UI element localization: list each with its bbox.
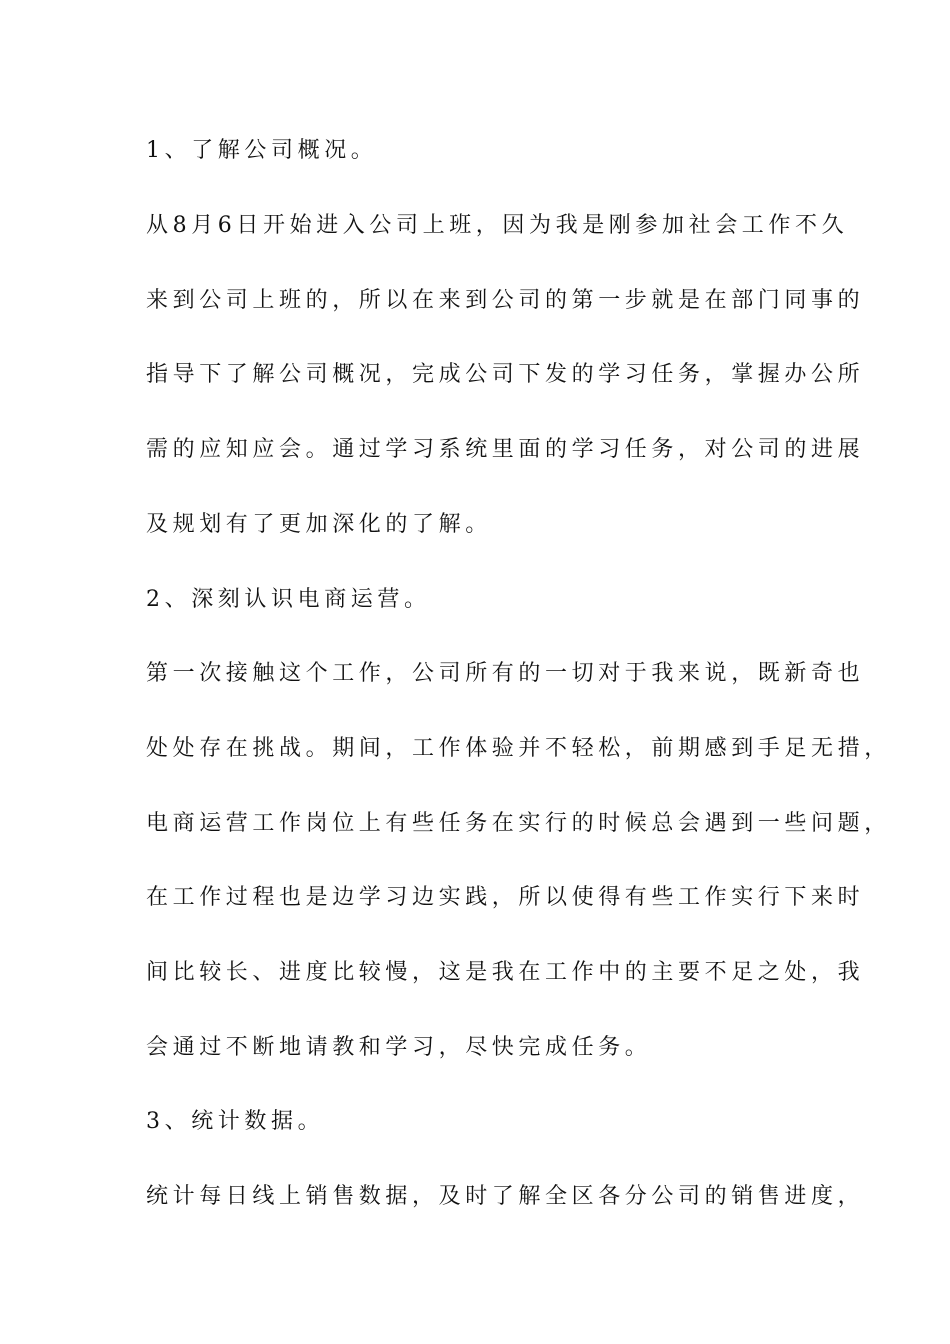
paragraph-line: 统计每日线上销售数据，及时了解全区各分公司的销售进度， — [146, 1184, 865, 1209]
paragraph-line: 电商运营工作岗位上有些任务在实行的时候总会遇到一些问题， — [146, 811, 891, 836]
paragraph-line: 需的应知应会。通过学习系统里面的学习任务，对公司的进展 — [146, 437, 865, 462]
paragraph-line: 指导下了解公司概况，完成公司下发的学习任务，掌握办公所 — [146, 362, 865, 387]
paragraph-line: 间比较长、进度比较慢，这是我在工作中的主要不足之处，我 — [146, 960, 865, 985]
paragraph-line: 在工作过程也是边学习边实践，所以使得有些工作实行下来时 — [146, 885, 865, 910]
paragraph-line: 从8月6日开始进入公司上班，因为我是刚参加社会工作不久 — [146, 213, 849, 238]
section-heading-1: 1、了解公司概况。 — [146, 138, 378, 163]
section-heading-3: 3、统计数据。 — [146, 1109, 325, 1134]
paragraph-line: 处处存在挑战。期间，工作体验并不轻松，前期感到手足无措， — [146, 736, 891, 761]
paragraph-line: 来到公司上班的，所以在来到公司的第一步就是在部门同事的 — [146, 288, 865, 313]
section-heading-2: 2、深刻认识电商运营。 — [146, 587, 431, 612]
paragraph-line: 及规划有了更加深化的了解。 — [146, 512, 492, 537]
paragraph-line: 会通过不断地请教和学习，尽快完成任务。 — [146, 1035, 652, 1060]
paragraph-line: 第一次接触这个工作，公司所有的一切对于我来说，既新奇也 — [146, 661, 865, 686]
